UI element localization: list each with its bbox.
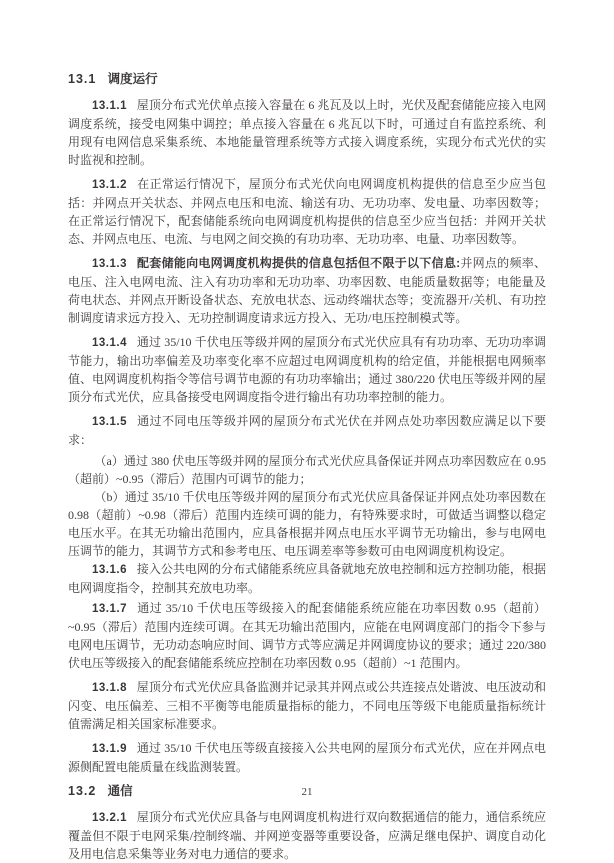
- clause-number: 13.1.4: [92, 337, 127, 349]
- clause-text: 并网点的频率、电压、注入电网电流、注入有功功率和无功功率、功率因数、电能质量数据等；电能量及荷电状态、并网点开断设备状态、充放电状态、远动终端状态等；变流器开/关机、有功控制调度请求远方投入、无功控制调度请求远方投入、无功/电压控制模式等。: [68, 256, 546, 325]
- clause-13-1-2: [68, 175, 546, 248]
- clause-text: 通过 35/10 千伏电压等级接入的配套储能系统应能在功率因数 0.95（超前）~0.95（滞后）范围内连续可调。在其无功输出范围内，应能在电网调度部门的指令下参与电网电压调节，无功动态响应时间、调节方式等应满足并网调度协议的要求；通过 220/380 伏电压等级接入的配套储能系统应控制在功率因数 0.95（超前）~1 范围内。: [68, 601, 546, 670]
- clause-number: 13.1.9: [92, 743, 127, 755]
- clause-13-2-1: [68, 808, 546, 863]
- section-number: 13.1: [68, 72, 97, 86]
- list-item-text: （b）通过 35/10 千伏电压等级并网的屋顶分布式光伏应具备保证并网点处功率因数在 0.98（超前）~0.98（滞后）范围内连续可调的能力，有特殊要求时，可做适当调整以稳定电压水平。在其无功输出范围内，应具备根据并网点电压水平调节无功输出，参与电网电压调节的能力，其调节方式和参考电压、电压调差率等参数可由电网调度机构设定。: [68, 490, 546, 558]
- clause-13-1-5: [68, 412, 546, 449]
- list-item-a: [68, 452, 546, 488]
- section-title: 调度运行: [107, 72, 158, 86]
- clause-text: 通过 35/10 千伏电压等级并网的屋顶分布式光伏应具有有功功率、无功功率调节能力，输出功率偏差及功率变化率不应超过电网调度机构的给定值，并能根据电网频率值、电网调度机构指令等信号调节电源的有功功率输出；通过 380/220 伏电压等级并网的屋顶分布式光伏，应具备接受电网调度指令进行输出有功功率控制的能力。: [68, 335, 546, 404]
- clause-13-1-4: [68, 333, 546, 406]
- clause-text: 通过 35/10 千伏电压等级直接接入公共电网的屋顶分布式光伏，应在并网点电源侧配置电能质量在线监测装置。: [68, 741, 546, 774]
- clause-number: 13.1.8: [92, 682, 127, 694]
- page-number: 21: [301, 786, 313, 798]
- clause-number: 13.1.3: [92, 258, 127, 270]
- clause-text: 屋顶分布式光伏应具备监测并记录其并网点或公共连接点处谐波、电压波动和闪变、电压偏差、三相不平衡等电能质量指标的能力，不同电压等级下电能质量指标统计值需满足相关国家标准要求。: [68, 680, 546, 731]
- clause-13-1-7: [68, 599, 546, 672]
- section-heading-13-1: [68, 70, 546, 88]
- clause-number: 13.2.1: [92, 812, 127, 824]
- clause-text: 屋顶分布式光伏单点接入容量在 6 兆瓦及以上时，光伏及配套储能应接入电网调度系统，接受电网集中调控；单点接入容量在 6 兆瓦以下时，可通过自有监控系统、利用现有电网信息采集系统、本地能量管理系统等方式接入调度系统，实现分布式光伏的实时监视和控制。: [68, 98, 546, 167]
- clause-text: 通过不同电压等级并网的屋顶分布式光伏在并网点处功率因数应满足以下要求：: [68, 414, 546, 447]
- clause-13-1-8: [68, 678, 546, 733]
- section-title: 通信: [107, 784, 133, 798]
- clause-13-1-1: [68, 96, 546, 169]
- list-item-text: （a）通过 380 伏电压等级并网的屋顶分布式光伏应具备保证并网点功率因数应在 0.95（超前）~0.95（滞后）范围内可调节的能力；: [68, 454, 546, 486]
- clause-number: 13.1.7: [92, 603, 127, 615]
- section-number: 13.2: [68, 784, 97, 798]
- clause-number: 13.1.1: [92, 100, 127, 112]
- clause-bold-lead: 配套储能向电网调度机构提供的信息包括但不限于以下信息:: [136, 256, 461, 270]
- clause-text: 屋顶分布式光伏应具备与电网调度机构进行双向数据通信的能力，通信系统应覆盖但不限于电网采集/控制终端、并网逆变器等重要设备，应满足继电保护、调度自动化及用电信息采集等业务对电力通信的要求。: [68, 810, 546, 861]
- clause-text: 在正常运行情况下，屋顶分布式光伏向电网调度机构提供的信息至少应当包括：并网点开关状态、并网点电压和电流、输送有功、无功功率、发电量、功率因数等；在正常运行情况下，配套储能系统向电网调度机构提供的信息至少应当包括：并网开关状态、并网点电压、电流、与电网之间交换的有功功率、无功功率、电量、功率因数等。: [68, 177, 546, 246]
- clause-text: 接入公共电网的分布式储能系统应具备就地充放电控制和远方控制功能，根据电网调度指令，控制其充放电功率。: [68, 562, 546, 595]
- clause-13-1-3: [68, 254, 546, 327]
- clause-number: 13.1.2: [92, 179, 127, 191]
- clause-number: 13.1.5: [92, 416, 127, 428]
- clause-number: 13.1.6: [92, 564, 127, 576]
- clause-13-1-6: [68, 560, 546, 597]
- clause-13-1-9: [68, 739, 546, 776]
- list-item-b: [68, 488, 546, 560]
